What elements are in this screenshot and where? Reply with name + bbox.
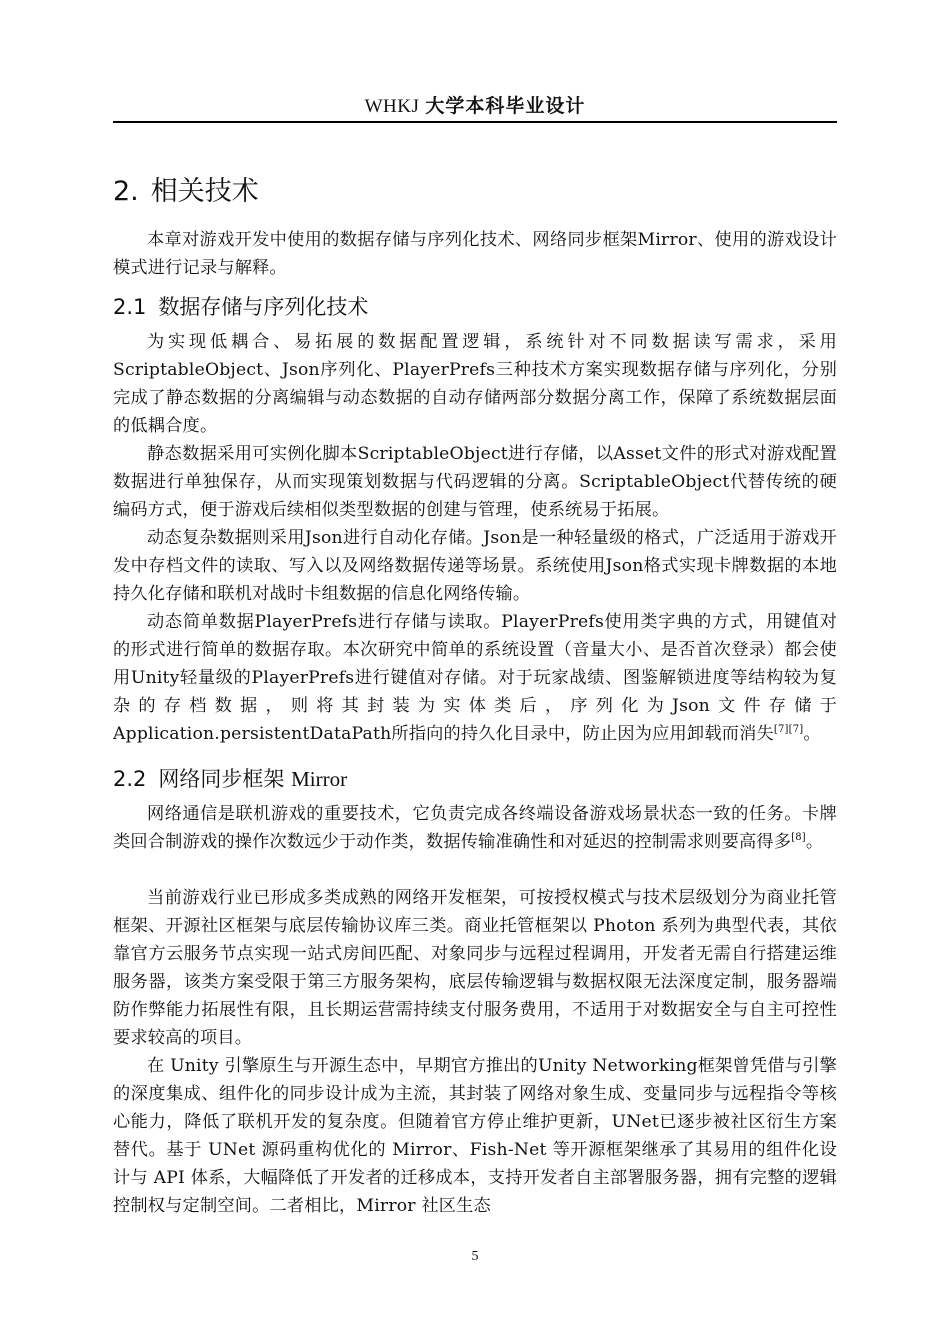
paragraph-end: 。 <box>803 724 821 744</box>
section-2-1-paragraph-3: 动态复杂数据则采用Json进行自动化存储。Json是一种轻量级的格式，广泛适用于游戏开发中存档文件的读取、写入以及网络数据传递等场景。系统使用Json格式实现卡牌数据的本地持久化存储和联机对战时卡组数据的信息化网络传输。 <box>113 528 837 604</box>
chapter-title: 相关技术 <box>150 176 259 207</box>
section-2-1-number: 2.1 <box>113 295 147 319</box>
header-latin: WHKJ <box>364 96 420 117</box>
paragraph-text: 网络通信是联机游戏的重要技术，它负责完成各终端设备游戏场景状态一致的任务。卡牌类回合制游戏的操作次数远少于动作类，数据传输准确性和对延迟的控制需求则要高得多 <box>113 804 837 852</box>
section-2-2-title-latin: Mirror <box>291 767 348 791</box>
running-header <box>113 94 837 122</box>
header-rule <box>113 121 837 123</box>
chapter-intro: 本章对游戏开发中使用的数据存储与序列化技术、网络同步框架Mirror、使用的游戏设计模式进行记录与解释。 <box>113 230 837 278</box>
section-2-1-paragraph-4 <box>113 608 837 748</box>
section-2-2-heading <box>113 764 347 794</box>
section-2-2-number: 2.2 <box>113 767 147 791</box>
citation-ref: [8] <box>791 832 806 843</box>
section-2-2-paragraph-3: 在 Unity 引擎原生与开源生态中，早期官方推出的Unity Networking框架曾凭借与引擎的深度集成、组件化的同步设计成为主流，其封装了网络对象生成、变量同步与远程指令等核心能力，降低了联机开发的复杂度。但随着官方停止维护更新，UNet已逐步被社区衍生方案替代。基于 UNet 源码重构优化的 Mirror、Fish-Net 等开源框架继承了其易用的组件化设计与 API 体系，大幅降低了开发者的迁移成本，支持开发者自主部署服务器，拥有完整的逻辑控制权与定制空间。二者相比，Mirror 社区生态 <box>113 1056 837 1216</box>
section-2-2-paragraph-1 <box>113 800 837 856</box>
section-2-2-paragraph-2: 当前游戏行业已形成多类成熟的网络开发框架，可按授权模式与技术层级划分为商业托管框架、开源社区框架与底层传输协议库三类。商业托管框架以 Photon 系列为典型代表，其依靠官方云服务节点实现一站式房间匹配、对象同步与远程过程调用，开发者无需自行搭建运维服务器，该类方案受限于第三方服务架构，底层传输逻辑与数据权限无法深度定制，服务器端防作弊能力拓展性有限，且长期运营需持续支付服务费用，不适用于对数据安全与自主可控性要求较高的项目。 <box>113 888 837 1048</box>
citation-ref: [7][7] <box>773 724 804 735</box>
section-2-1-paragraph-2: 静态数据采用可实例化脚本ScriptableObject进行存储，以Asset文件的形式对游戏配置数据进行单独保存，从而实现策划数据与代码逻辑的分离。ScriptableObject代替传统的硬编码方式，便于游戏后续相似类型数据的创建与管理，使系统易于拓展。 <box>113 444 837 520</box>
section-2-2-title: 网络同步框架 <box>158 767 285 791</box>
section-2-1-heading <box>113 292 368 322</box>
chapter-number: 2. <box>113 176 139 207</box>
section-2-1-title: 数据存储与序列化技术 <box>158 295 369 319</box>
paragraph-text: 动态简单数据PlayerPrefs进行存储与读取。PlayerPrefs使用类字典的方式，用键值对的形式进行简单的数据存取。本次研究中简单的系统设置（音量大小、是否首次登录）都会使用Unity轻量级的PlayerPrefs进行键值对存储。对于玩家战绩、图鉴解锁进度等结构较为复杂的存档数据，则将其封装为实体类后，序列化为Json文件存储于Application.persistentDataPath所指向的持久化目录中，防止因为应用卸载而消失 <box>113 612 837 744</box>
chapter-heading <box>113 174 259 210</box>
paragraph-end: 。 <box>805 832 824 852</box>
page-number: 5 <box>471 1249 479 1264</box>
header-title: 大学本科毕业设计 <box>425 95 586 117</box>
section-2-1-paragraph-1: 为实现低耦合、易拓展的数据配置逻辑，系统针对不同数据读写需求，采用ScriptableObject、Json序列化、PlayerPrefs三种技术方案实现数据存储与序列化，分别完成了静态数据的分离编辑与动态数据的自动存储两部分数据分离工作，保障了系统数据层面的低耦合度。 <box>113 332 837 436</box>
